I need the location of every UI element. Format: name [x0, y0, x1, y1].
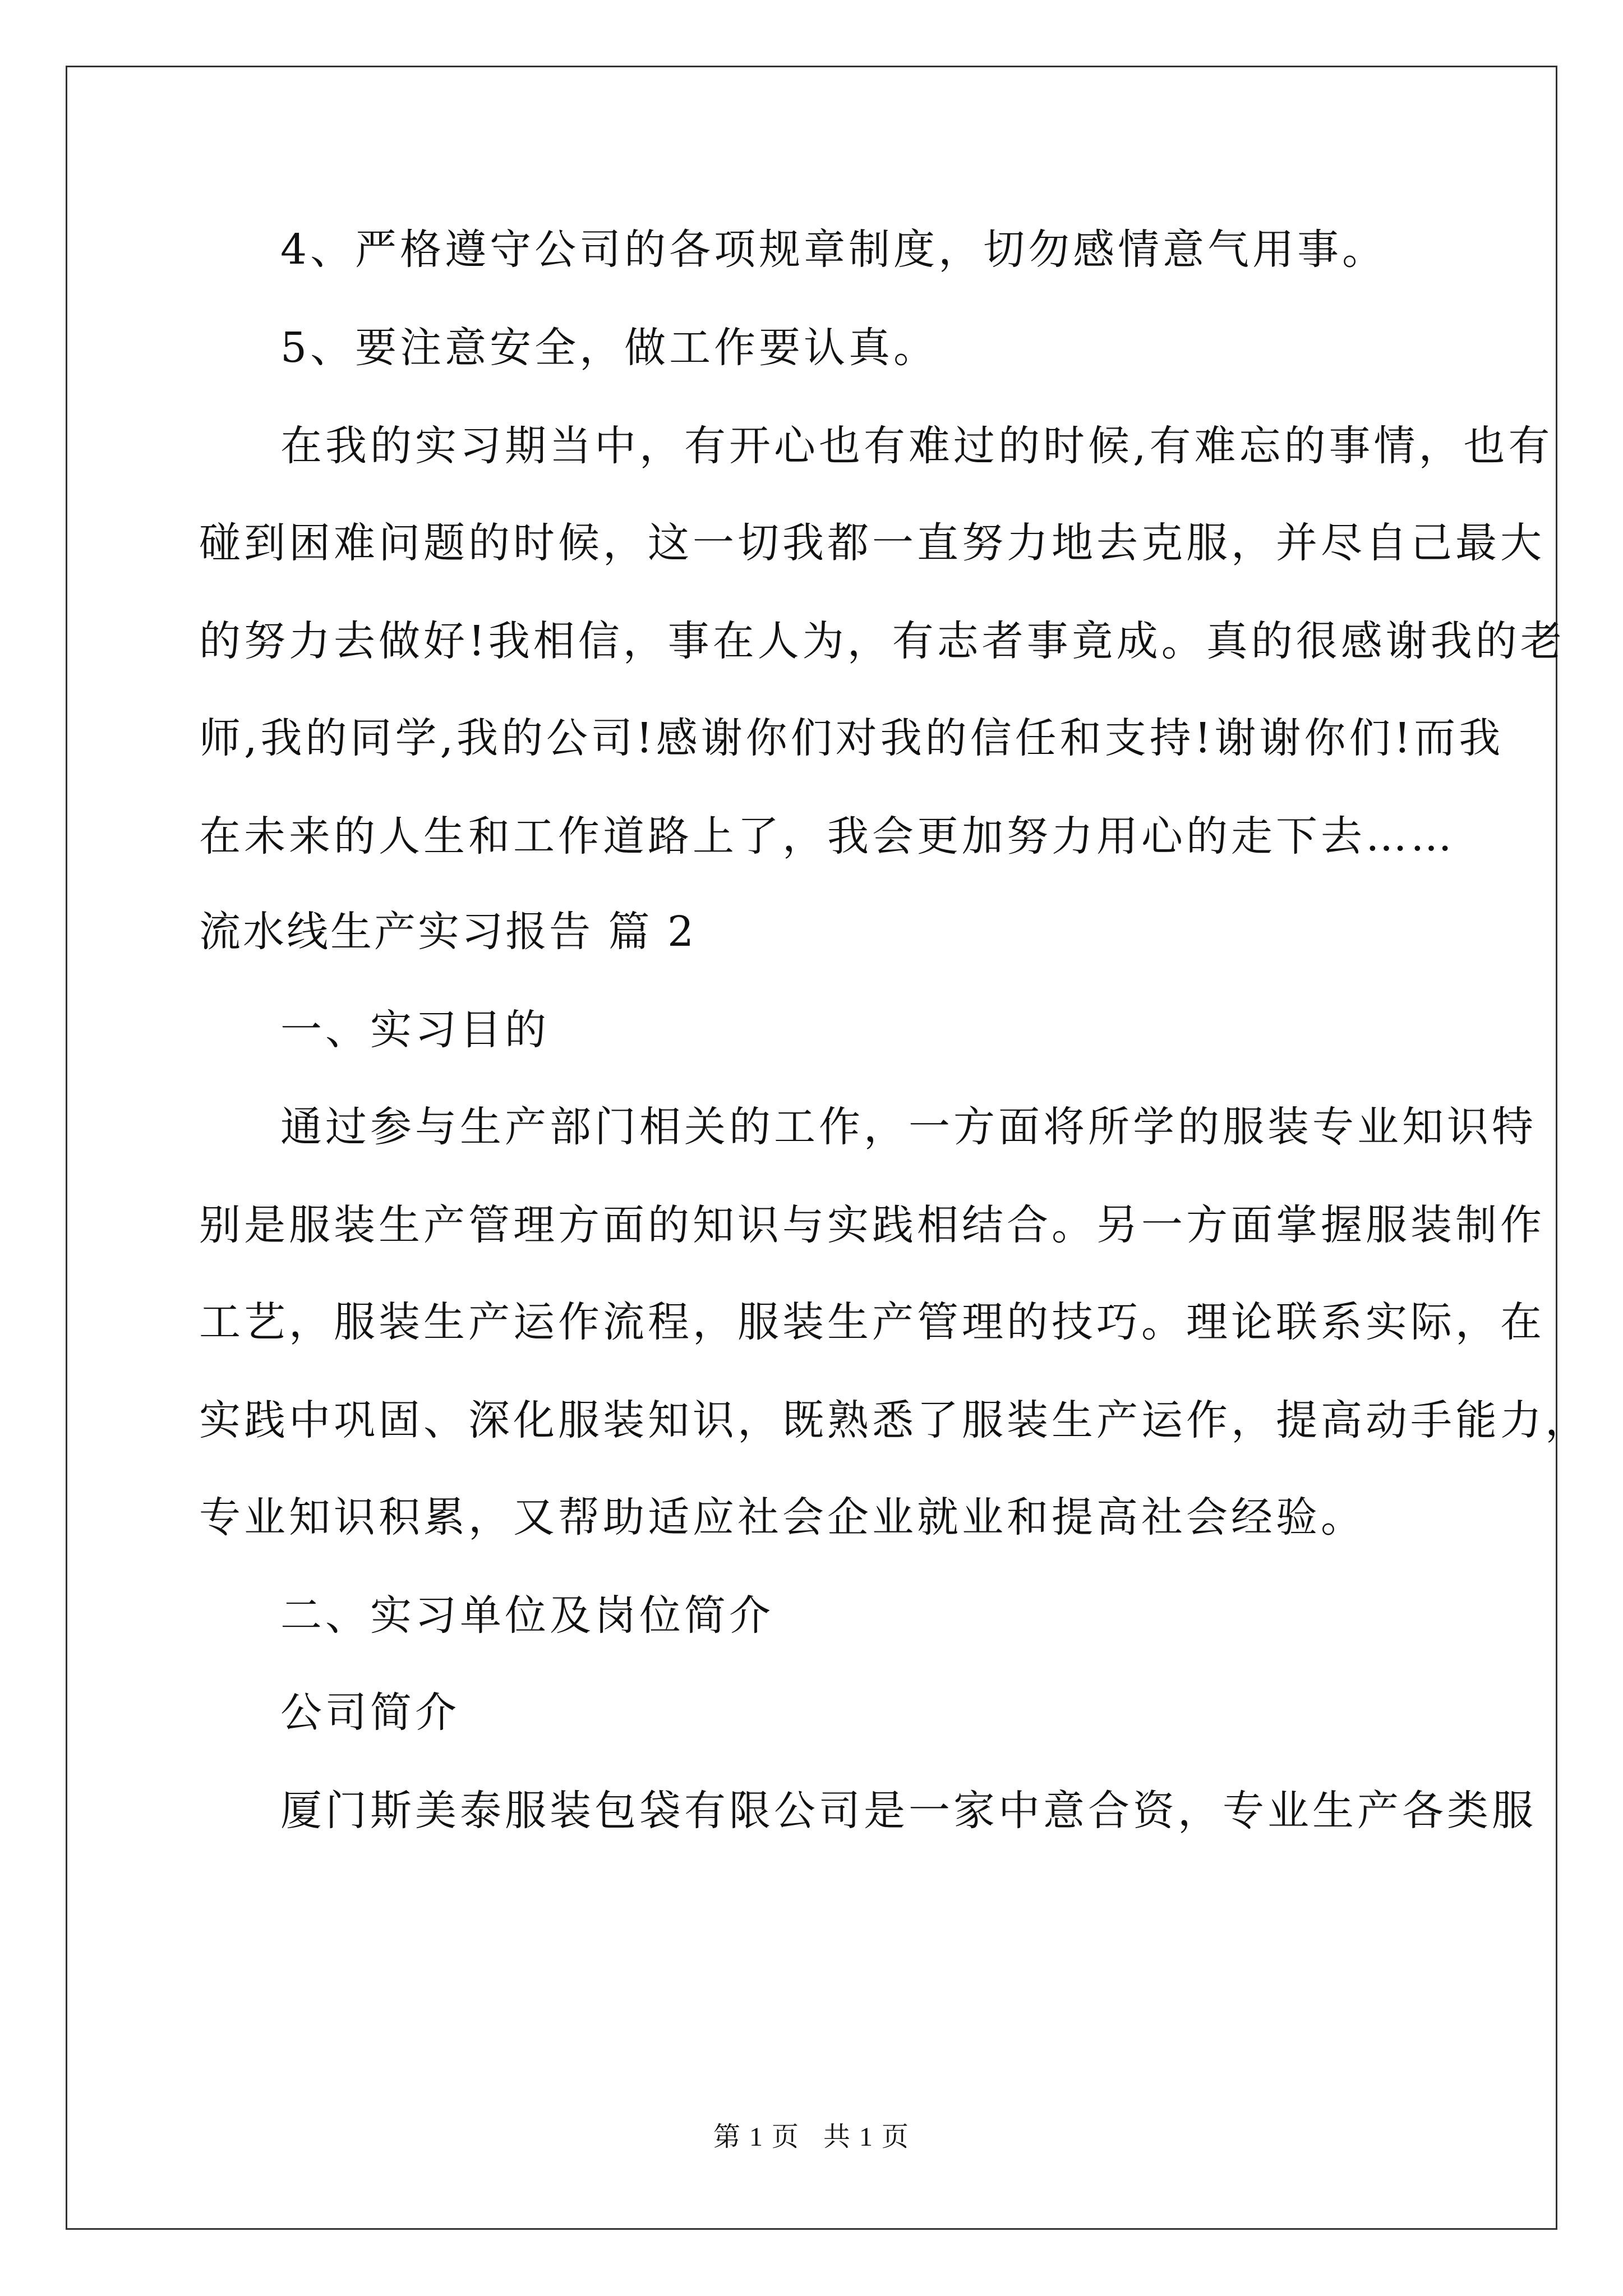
page-footer [0, 2120, 1623, 2154]
report-title: 流水线生产实习报告 篇 2 [199, 908, 697, 956]
paragraph-reflection-line-5: 在未来的人生和工作道路上了，我会更加努力用心的走下去…… [199, 812, 1455, 861]
paragraph-reflection-line-2: 碰到困难问题的时候，这一切我都一直努力地去克服，并尽自己最大 [199, 519, 1545, 567]
paragraph-purpose-line-3: 工艺，服装生产运作流程，服装生产管理的技巧。理论联系实际，在 [199, 1298, 1545, 1346]
paragraph-purpose-line-2: 别是服装生产管理方面的知识与实践相结合。另一方面掌握服装制作 [199, 1201, 1545, 1249]
paragraph-reflection-line-4: 师,我的同学,我的公司!感谢你们对我的信任和支持!谢谢你们!而我 [199, 714, 1504, 762]
paragraph-rule-4: 4、严格遵守公司的各项规章制度，切勿感情意气用事。 [280, 226, 1387, 274]
paragraph-purpose-line-5: 专业知识积累，又帮助适应社会企业就业和提高社会经验。 [199, 1493, 1366, 1542]
paragraph-company-line-1: 厦门斯美泰服装包袋有限公司是一家中意合资，专业生产各类服 [280, 1787, 1537, 1835]
page-total: 共 1 页 [823, 2122, 910, 2152]
section-heading-purpose: 一、实习目的 [280, 1006, 550, 1054]
paragraph-reflection-line-3: 的努力去做好!我相信，事在人为，有志者事竟成。真的很感谢我的老 [199, 617, 1565, 665]
section-heading-unit: 二、实习单位及岗位简介 [280, 1591, 774, 1640]
subheading-company-intro: 公司简介 [280, 1688, 460, 1737]
paragraph-purpose-line-1: 通过参与生产部门相关的工作，一方面将所学的服装专业知识特 [280, 1103, 1537, 1151]
paragraph-purpose-line-4: 实践中巩固、深化服装知识，既熟悉了服装生产运作，提高动手能力， [199, 1396, 1590, 1444]
paragraph-rule-5: 5、要注意安全，做工作要认真。 [280, 324, 939, 372]
page-number: 第 1 页 [713, 2122, 800, 2152]
paragraph-reflection-line-1: 在我的实习期当中，有开心也有难过的时候,有难忘的事情，也有 [280, 422, 1553, 470]
